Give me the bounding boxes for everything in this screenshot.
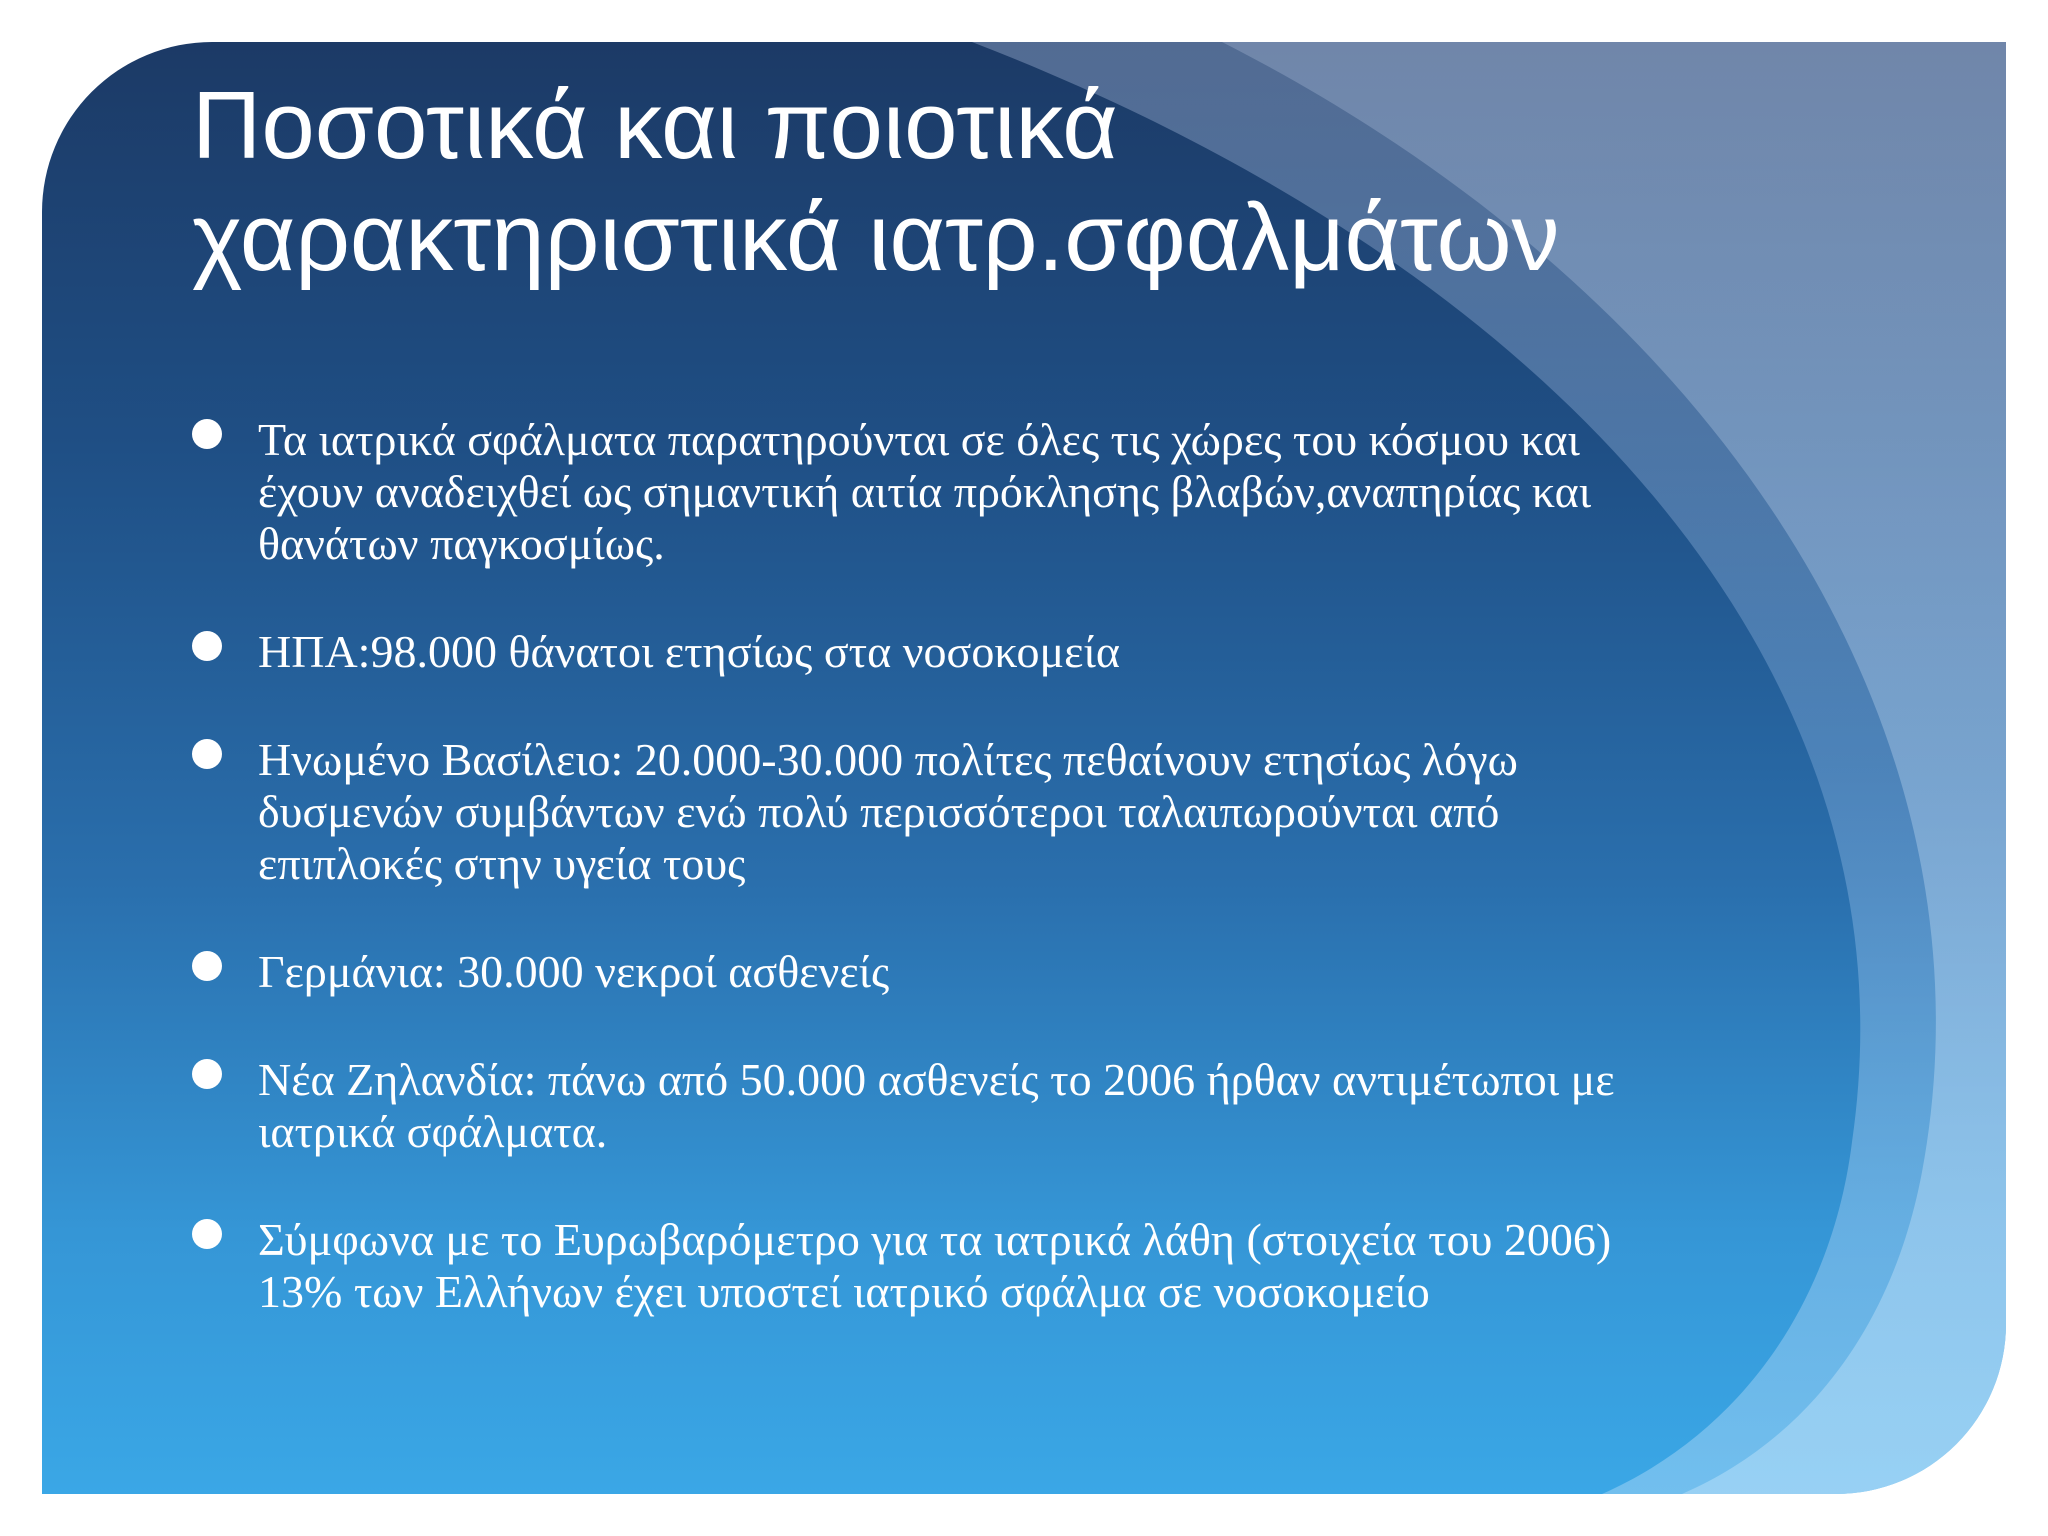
bullet-text [258, 626, 1912, 678]
bullet-list [192, 414, 1912, 1374]
bullet-item [192, 1054, 1912, 1158]
bullet-dot-icon [192, 1219, 222, 1249]
title-line: Ποσοτικά και ποιοτικά [192, 72, 1118, 179]
bullet-text [258, 946, 1912, 998]
bullet-line: Γερμάνια: 30.000 νεκροί ασθενείς [258, 946, 890, 997]
bullet-line: επιπλοκές στην υγεία τους [258, 838, 746, 889]
bullet-line: Τα ιατρικά σφάλματα παρατηρούνται σε όλες τις χώρες του κόσμου και [258, 414, 1580, 465]
bullet-line: Σύμφωνα με το Ευρωβαρόμετρο για τα ιατρικά λάθη (στοιχεία του 2006) [258, 1214, 1612, 1265]
slide-title [192, 70, 1892, 294]
bullet-dot-icon [192, 951, 222, 981]
bullet-item [192, 414, 1912, 570]
bullet-line: έχουν αναδειχθεί ως σημαντική αιτία πρόκλησης βλαβών,αναπηρίας και [258, 466, 1592, 517]
bullet-dot-icon [192, 631, 222, 661]
bullet-text [258, 734, 1912, 890]
bullet-line: Νέα Ζηλανδία: πάνω από 50.000 ασθενείς το 2006 ήρθαν αντιμέτωποι με [258, 1054, 1615, 1105]
bullet-text [258, 1214, 1912, 1318]
bullet-text [258, 1054, 1912, 1158]
slide [42, 42, 2006, 1494]
bullet-line: ιατρικά σφάλματα. [258, 1106, 608, 1157]
bullet-dot-icon [192, 419, 222, 449]
bullet-item [192, 946, 1912, 998]
bullet-line: Ηνωμένο Βασίλειο: 20.000-30.000 πολίτες πεθαίνουν ετησίως λόγω [258, 734, 1518, 785]
bullet-text [258, 414, 1912, 570]
bullet-item [192, 626, 1912, 678]
bullet-dot-icon [192, 1059, 222, 1089]
bullet-item [192, 734, 1912, 890]
bullet-line: θανάτων παγκοσμίως. [258, 518, 665, 569]
bullet-line: δυσμενών συμβάντων ενώ πολύ περισσότεροι ταλαιπωρούνται από [258, 786, 1500, 837]
bullet-dot-icon [192, 739, 222, 769]
title-line: χαρακτηριστικά ιατρ.σφαλμάτων [192, 184, 1560, 291]
bullet-item [192, 1214, 1912, 1318]
bullet-line: 13% των Ελλήνων έχει υποστεί ιατρικό σφάλμα σε νοσοκομείο [258, 1266, 1430, 1317]
bullet-line: ΗΠΑ:98.000 θάνατοι ετησίως στα νοσοκομεία [258, 626, 1120, 677]
